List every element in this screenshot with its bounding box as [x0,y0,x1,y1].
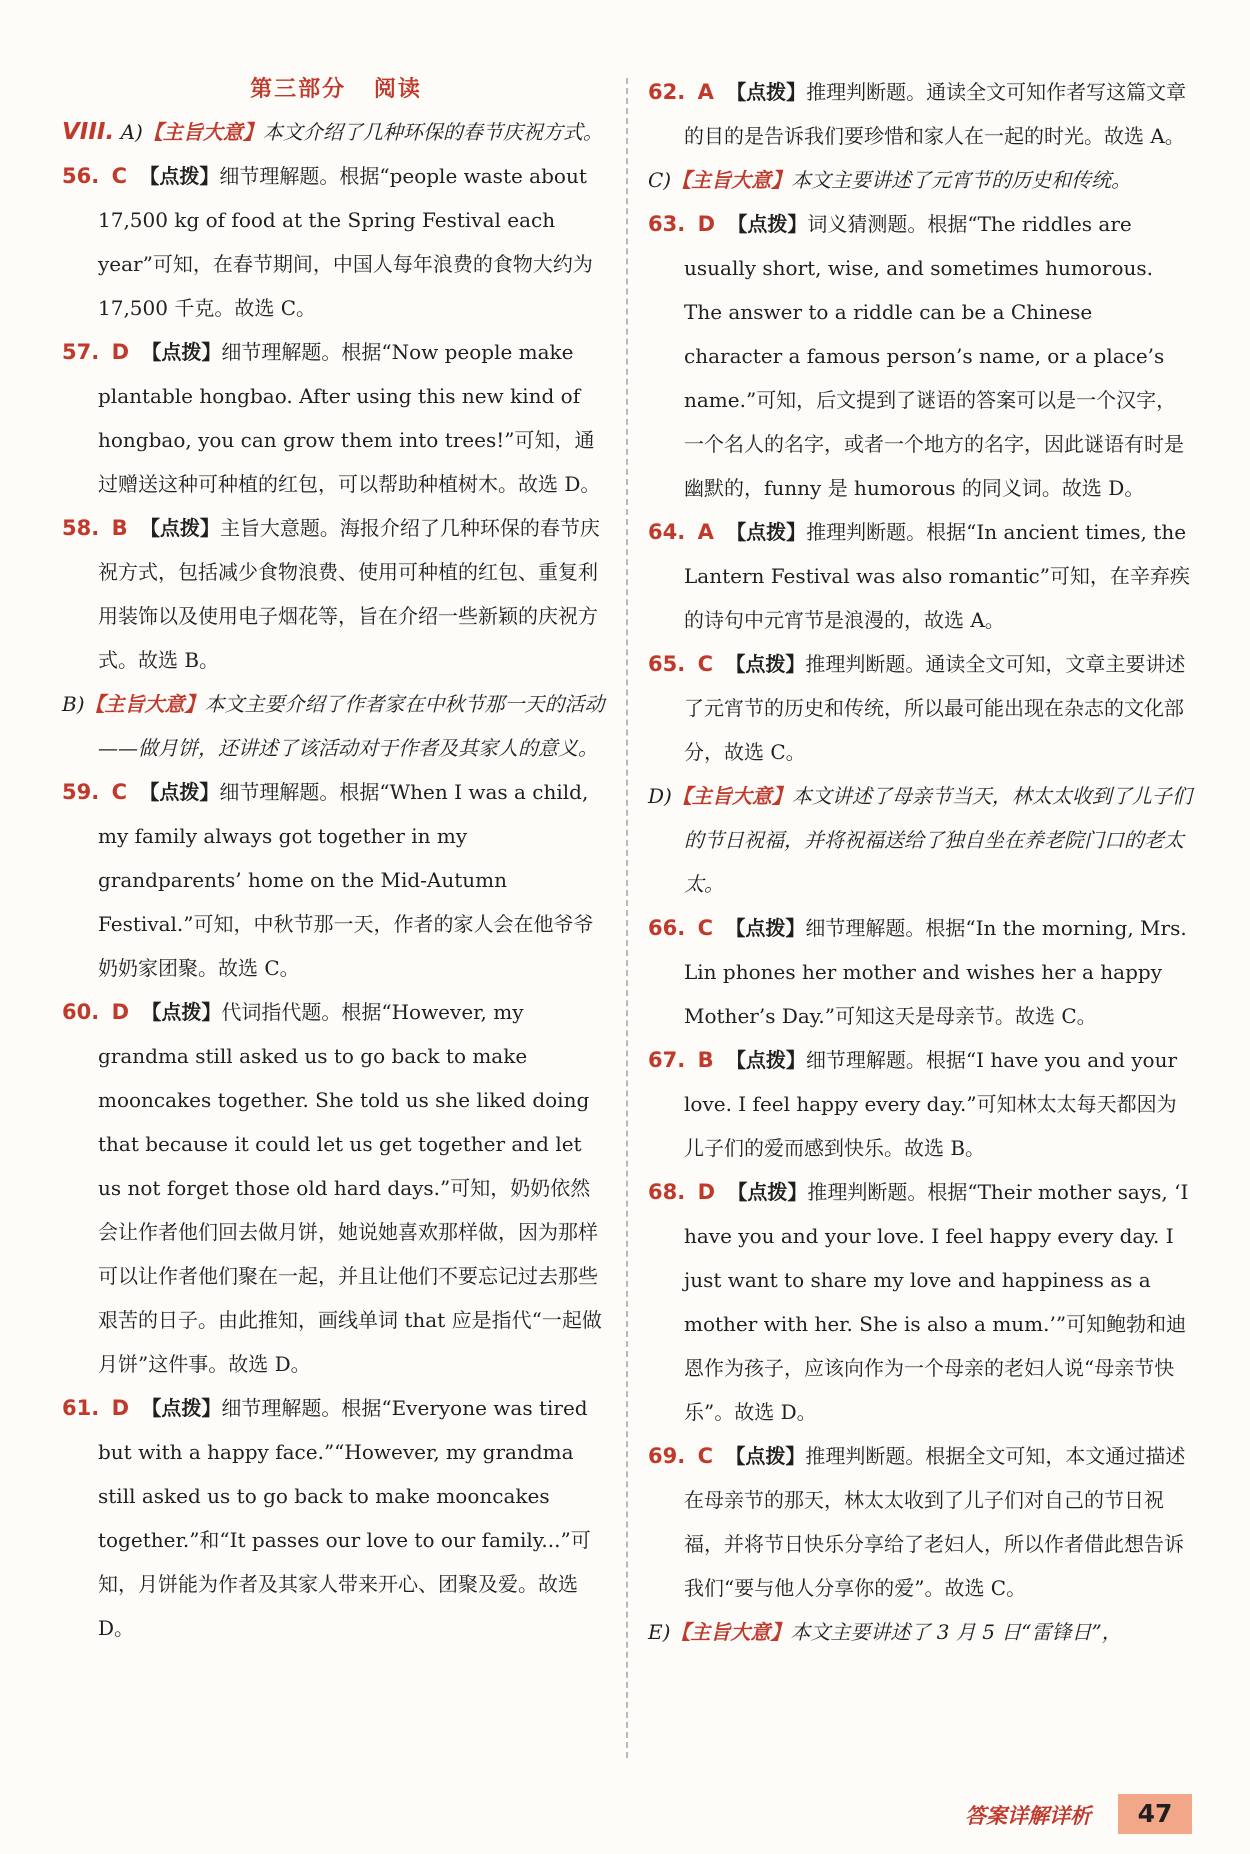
hint-tag: 【点拨】 [727,212,808,236]
question-number: 62. [648,80,686,104]
explanation-text: 细节理解题。根据“people waste about 17,500 kg of food at the Spring Festival each year”可知，在春节期间，中国人每年浪费的食物大约为 17,500 千克。故选 C。 [98,164,593,320]
summary-tag: 【主旨大意】 [142,120,263,144]
explanation-text: 细节理解题。根据“When I was a child, my family always got together in my grandparents’ home on the Mid-Autumn Festival.”可知，中秋节那一天，作者的家人会在他爷爷奶奶家团聚。故选 C。 [98,780,594,980]
hint-tag: 【点拨】 [725,1444,806,1468]
answer-item-65 [648,642,1193,774]
passage-letter: A) [120,120,143,144]
question-number: 61. [62,1396,100,1420]
question-number: 56. [62,164,100,188]
answer-option: A [697,520,714,544]
answer-item-69 [648,1434,1193,1610]
explanation-text: 推理判断题。根据“Their mother says, ‘I have you and your love. I feel happy every day. I just want to share my love and happiness as a mother with her. She is also a mum.’”可知鲍勃和迪恩作为孩子，应该向作为一个母亲的老妇人说“母亲节快乐”。故选 D。 [684,1180,1189,1424]
question-number: 69. [648,1444,686,1468]
question-number: 66. [648,916,686,940]
answer-item-63 [648,202,1193,510]
answer-item-58 [62,506,610,682]
summary-text: 本文讲述了母亲节当天，林太太收到了儿子们的节日祝福，并将祝福送给了独自坐在养老院门口的老太太。 [684,784,1192,896]
passage-b-summary [62,682,610,770]
explanation-text: 细节理解题。根据“Now people make plantable hongbao. After using this new kind of hongbao, you can grow them into trees!”可知，通过赠送这种可种植的红包，可以帮助种植树木。故选 D。 [98,340,601,496]
passage-c-summary [648,158,1193,202]
hint-tag: 【点拨】 [726,80,807,104]
answer-option: D [111,1396,129,1420]
hint-tag: 【点拨】 [727,1180,808,1204]
answer-option: A [697,80,714,104]
passage-a-summary [62,110,610,154]
explanation-text: 主旨大意题。海报介绍了几种环保的春节庆祝方式，包括减少食物浪费、使用可种植的红包、重复利用装饰以及使用电子烟花等，旨在介绍一些新颖的庆祝方式。故选 B。 [98,516,600,672]
hint-tag: 【点拨】 [139,780,220,804]
answer-item-66 [648,906,1193,1038]
answer-item-62 [648,70,1193,158]
question-number: 57. [62,340,100,364]
answer-option: D [697,212,715,236]
hint-tag: 【点拨】 [725,652,806,676]
question-number: 68. [648,1180,686,1204]
question-number: 64. [648,520,686,544]
explanation-text: 代词指代题。根据“However, my grandma still asked us to go back to make mooncakes together. She told us she liked doing that because it could let us get together and let us not forget those old hard days.”可知，奶奶依然会让作者他们回去做月饼，她说她喜欢那样做，因为那样可以让作者他们聚在一起，并且让他们不要忘记过去那些艰苦的日子。由此推知，画线单词 that 应是指代“一起做月饼”这件事。故选 D。 [98,1000,602,1376]
answer-option: B [111,516,128,540]
answer-option: B [697,1048,714,1072]
answer-option: D [697,1180,715,1204]
section-title: 第三部分 阅读 [250,77,422,102]
hint-tag: 【点拨】 [141,1396,222,1420]
right-column [648,70,1193,1654]
answer-option: D [111,1000,129,1024]
explanation-text: 细节理解题。根据“Everyone was tired but with a happy face.”“However, my grandma still asked us to go back to make mooncakes together.”和“It passes our love to our family...”可知，月饼能为作者及其家人带来开心、团聚及爱。故选 D。 [98,1396,591,1640]
summary-text: 本文主要讲述了 3 月 5 日“雷锋日”， [790,1620,1122,1644]
answer-item-68 [648,1170,1193,1434]
answer-option: C [697,1444,713,1468]
hint-tag: 【点拨】 [139,516,220,540]
column-divider [626,78,628,1758]
summary-tag: 【主旨大意】 [84,692,205,716]
hint-tag: 【点拨】 [141,340,222,364]
question-number: 60. [62,1000,100,1024]
explanation-text: 细节理解题。根据“In the morning, Mrs. Lin phones her mother and wishes her a happy Mother’s Day.”可知这天是母亲节。故选 C。 [684,916,1187,1028]
explanation-text: 细节理解题。根据“I have you and your love. I feel happy every day.”可知林太太每天都因为儿子们的爱而感到快乐。故选 B。 [684,1048,1178,1160]
summary-tag: 【主旨大意】 [671,784,792,808]
answer-option: C [111,164,127,188]
question-number: 58. [62,516,100,540]
answer-item-59 [62,770,610,990]
summary-text: 本文主要讲述了元宵节的历史和传统。 [791,168,1132,192]
explanation-text: 推理判断题。通读全文可知作者写这篇文章的目的是告诉我们要珍惜和家人在一起的时光。故选 A。 [684,80,1187,148]
hint-tag: 【点拨】 [139,164,220,188]
page-number: 47 [1118,1794,1192,1834]
question-number: 63. [648,212,686,236]
part-number: VIII. [62,119,115,145]
passage-letter: E) [648,1620,671,1644]
explanation-text: 推理判断题。通读全文可知，文章主要讲述了元宵节的历史和传统，所以最可能出现在杂志的文化部分，故选 C。 [684,652,1186,764]
explanation-text: 词义猜测题。根据“The riddles are usually short, wise, and sometimes humorous. The answer to a riddle can be a Chinese character a famous person’s name, or a place’s name.”可知，后文提到了谜语的答案可以是一个汉字，一个名人的名字，或者一个地方的名字，因此谜语有时是幽默的，funny 是 humorous 的同义词。故选 D。 [684,212,1184,500]
answer-option: D [111,340,129,364]
answer-item-57 [62,330,610,506]
hint-tag: 【点拨】 [725,1048,806,1072]
answer-item-64 [648,510,1193,642]
footer-label: 答案详解详析 [965,1804,1091,1828]
answer-item-60 [62,990,610,1386]
summary-tag: 【主旨大意】 [671,168,792,192]
passage-d-summary [648,774,1193,906]
answer-item-56 [62,154,610,330]
hint-tag: 【点拨】 [725,916,806,940]
summary-tag: 【主旨大意】 [670,1620,791,1644]
passage-e-summary [648,1610,1193,1654]
left-column [62,70,610,1650]
question-number: 67. [648,1048,686,1072]
hint-tag: 【点拨】 [141,1000,222,1024]
explanation-text: 推理判断题。根据“In ancient times, the Lantern Festival was also romantic”可知，在辛弃疾的诗句中元宵节是浪漫的，故选 A。 [684,520,1190,632]
answer-option: C [697,916,713,940]
passage-letter: D) [648,784,672,808]
question-number: 65. [648,652,686,676]
answer-option: C [697,652,713,676]
passage-letter: C) [648,168,672,192]
passage-letter: B) [62,692,85,716]
hint-tag: 【点拨】 [726,520,807,544]
summary-text: 本文主要介绍了作者家在中秋节那一天的活动——做月饼，还讲述了该活动对于作者及其家人的意义。 [98,692,605,760]
question-number: 59. [62,780,100,804]
answer-option: C [111,780,127,804]
explanation-text: 推理判断题。根据全文可知，本文通过描述在母亲节的那天，林太太收到了儿子们对自己的节日祝福，并将节日快乐分享给了老妇人，所以作者借此想告诉我们“要与他人分享你的爱”。故选 C。 [684,1444,1186,1600]
answer-item-67 [648,1038,1193,1170]
answer-item-61 [62,1386,610,1650]
summary-text: 本文介绍了几种环保的春节庆祝方式。 [262,120,603,144]
